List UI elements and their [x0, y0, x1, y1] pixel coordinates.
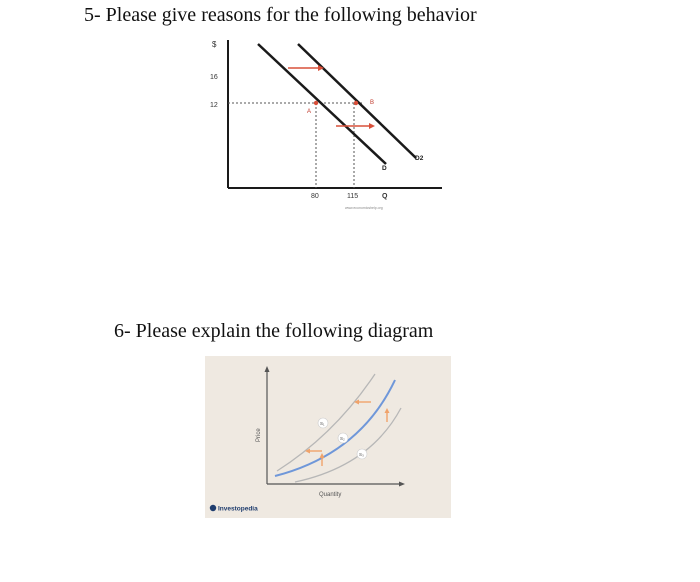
- curve-s2-label: S₂: [340, 436, 345, 441]
- brand-label: Investopedia: [218, 505, 258, 513]
- investopedia-logo-icon: [210, 505, 216, 511]
- question-5-title: 5- Please give reasons for the following behavior: [84, 4, 477, 26]
- point-a: [314, 101, 318, 105]
- point-b-label: B: [370, 100, 375, 106]
- y-axis-arrowhead: [265, 366, 270, 372]
- y-tick-12: 12: [210, 102, 218, 109]
- curve-d2-label: D2: [415, 155, 424, 162]
- supply-shift-graph: [205, 356, 451, 518]
- point-b: [354, 101, 358, 105]
- watermark: www.economicshelp.org: [345, 206, 383, 210]
- shift-arrow-upper: [288, 65, 324, 71]
- x-tick-80: 80: [311, 193, 319, 200]
- curve-s3-label: S₃: [359, 452, 364, 457]
- curve-s3: [295, 408, 401, 482]
- question-6-title: 6- Please explain the following diagram: [114, 320, 434, 342]
- curve-s1-label: S₁: [320, 421, 325, 426]
- y-tick-16: 16: [210, 74, 218, 81]
- arrow-up-upper: [385, 408, 390, 422]
- x-tick-115: 115: [347, 193, 359, 200]
- curve-s1: [275, 380, 395, 476]
- x-axis-arrowhead: [399, 482, 405, 487]
- demand-curve-d: [258, 44, 386, 164]
- demand-shift-graph: [190, 36, 450, 226]
- y-axis-label: $: [212, 40, 217, 49]
- point-a-label: A: [307, 109, 312, 115]
- curve-d-label: D: [382, 165, 387, 172]
- quantity-axis-label: Quantity: [319, 492, 342, 498]
- price-axis-label: Price: [256, 428, 262, 442]
- x-axis-label: Q: [382, 193, 388, 200]
